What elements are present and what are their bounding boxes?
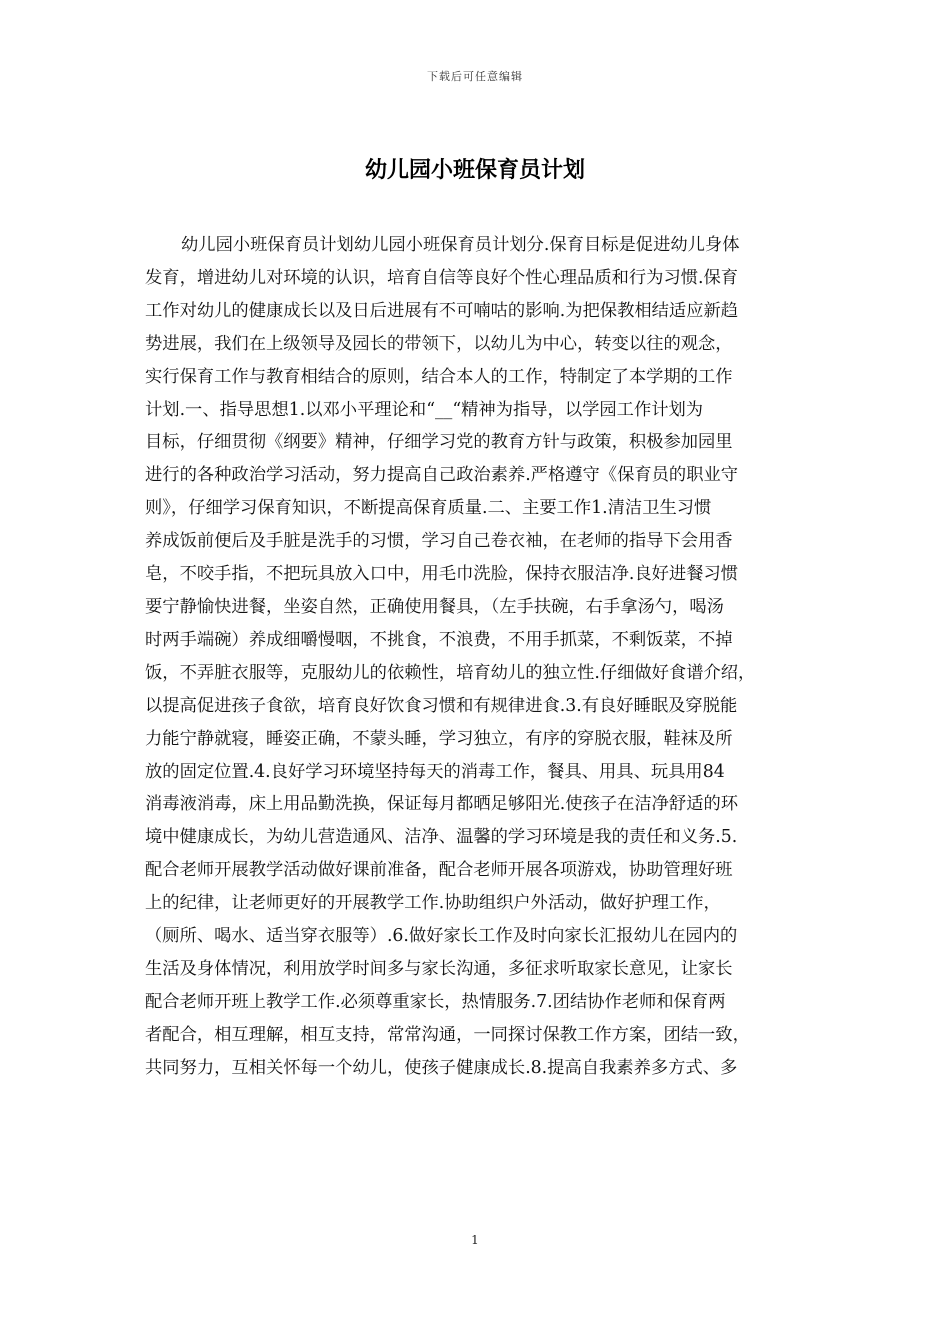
body-line: 生活及身体情况，利用放学时间多与家长沟通，多征求听取家长意见，让家长: [145, 958, 733, 979]
body-line: 配合老师开展教学活动做好课前准备，配合老师开展各项游戏，协助管理好班: [145, 860, 733, 881]
body-line: 要宁静愉快进餐，坐姿自然，正确使用餐具，（左手扶碗，右手拿汤勺，喝汤: [145, 596, 724, 617]
body-line: 配合老师开班上教学工作.必须尊重家长，热情服务.7.团结协作老师和保育两: [145, 991, 726, 1012]
body-paragraph: [145, 229, 810, 1085]
body-line: 幼儿园小班保育员计划幼儿园小班保育员计划分.保育目标是促进幼儿身体: [181, 235, 740, 255]
body-line: 发育，增进幼儿对环境的认识，培育自信等良好个性心理品质和行为习惯.保育: [145, 267, 739, 288]
body-line: 养成饭前便后及手脏是洗手的习惯，学习自己卷衣袖，在老师的指导下会用香: [145, 531, 733, 552]
body-line: （厕所、喝水、适当穿衣服等）.6.做好家长工作及时向家长汇报幼儿在园内的: [145, 926, 738, 947]
body-line: 放的固定位置.4.良好学习环境坚持每天的消毒工作，餐具、用具、玩具用84: [145, 761, 725, 782]
body-line: 上的纪律，让老师更好的开展教学工作.协助组织户外活动，做好护理工作，: [145, 893, 721, 914]
body-line: 目标，仔细贯彻《纲要》精神，仔细学习党的教育方针与政策，积极参加园里: [145, 432, 733, 453]
body-line: 则》，仔细学习保育知识，不断提高保育质量.二、主要工作1.清洁卫生习惯: [145, 498, 712, 519]
body-line: 进行的各种政治学习活动，努力提高自己政治素养.严格遵守《保育员的职业守: [145, 465, 739, 486]
body-line: 境中健康成长，为幼儿营造通风、洁净、温馨的学习环境是我的责任和义务.5.: [145, 827, 738, 848]
body-line: 时两手端碗）养成细嚼慢咽，不挑食，不浪费，不用手抓菜，不剩饭菜，不掉: [145, 629, 733, 650]
body-line: 力能宁静就寝，睡姿正确，不蒙头睡，学习独立，有序的穿脱衣服，鞋袜及所: [145, 728, 733, 749]
body-line: 皂，不咬手指，不把玩具放入口中，用毛巾洗脸，保持衣服洁净.良好进餐习惯: [145, 564, 739, 585]
body-line: 计划.一、指导思想1.以邓小平理论和“__“精神为指导，以学园工作计划为: [145, 399, 704, 420]
body-line: 势进展，我们在上级领导及园长的带领下，以幼儿为中心，转变以往的观念，: [145, 333, 733, 354]
header-note: 下载后可任意编辑: [427, 70, 523, 83]
body-line: 者配合，相互理解，相互支持，常常沟通，一同探讨保教工作方案，团结一致，: [145, 1024, 750, 1045]
body-line: 实行保育工作与教育相结合的原则，结合本人的工作，特制定了本学期的工作: [145, 366, 733, 387]
body-line: 消毒液消毒，床上用品勤洗换，保证每月都晒足够阳光.使孩子在洁净舒适的环: [145, 794, 739, 815]
body-line: 工作对幼儿的健康成长以及日后进展有不可喃咕的影响.为把保教相结适应新趋: [145, 300, 739, 321]
document-title: 幼儿园小班保育员计划: [364, 158, 585, 183]
body-line: 共同努力，互相关怀每一个幼儿，使孩子健康成长.8.提高自我素养多方式、多: [145, 1057, 738, 1078]
body-line: 饭，不弄脏衣服等，克服幼儿的依赖性，培育幼儿的独立性.仔细做好食谱介绍，: [145, 662, 756, 683]
body-line: 以提高促进孩子食欲，培育良好饮食习惯和有规律进食.3.有良好睡眠及穿脱能: [145, 695, 738, 716]
page-number: 1: [471, 1233, 479, 1247]
